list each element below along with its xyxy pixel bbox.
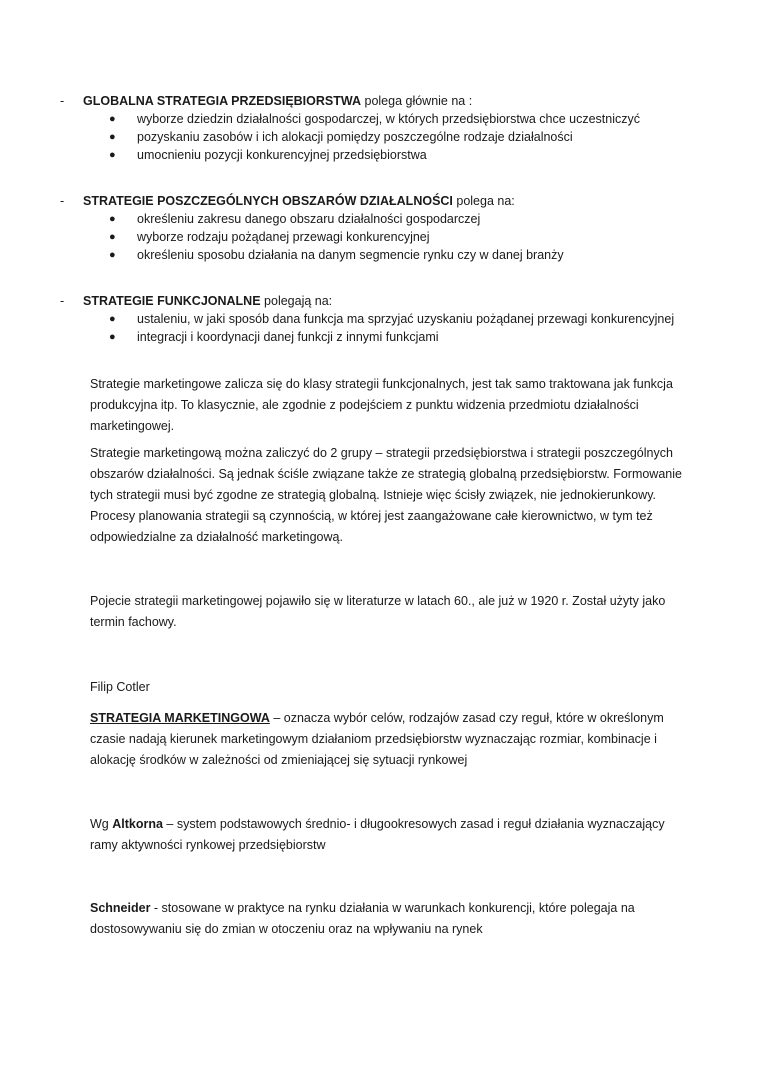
list-item-text: wyborze rodzaju pożądanej przewagi konkurencyjnej xyxy=(137,230,430,244)
bullet-icon: ● xyxy=(109,213,116,225)
list-item-text: wyborze dziedzin działalności gospodarczej, w których przedsiębiorstwa chce uczestniczyć xyxy=(137,112,641,126)
dash-marker: - xyxy=(60,94,65,108)
list-item xyxy=(109,246,720,264)
list-item xyxy=(109,328,720,346)
list-item-text: określeniu sposobu działania na danym segmencie rynku czy w danej branży xyxy=(137,248,564,262)
definition-text: - stosowane w praktyce na rynku działania w warunkach konkurencji, które polegaja na dostosowywaniu się do zmian w otoczeniu oraz na wpływaniu na rynek xyxy=(90,901,635,936)
bullet-list xyxy=(60,110,720,164)
list-item xyxy=(109,210,720,228)
definition-prefix: Wg xyxy=(90,817,113,831)
bullet-icon: ● xyxy=(109,149,116,161)
section-heading-line xyxy=(60,192,720,210)
bullet-icon: ● xyxy=(109,131,116,143)
list-item xyxy=(109,128,720,146)
section-heading: STRATEGIE FUNKCJONALNE xyxy=(83,294,261,308)
dash-marker: - xyxy=(60,194,65,208)
bullet-icon: ● xyxy=(109,313,116,325)
paragraph-author-name: Filip Cotler xyxy=(90,680,150,694)
section-heading-rest: polega na: xyxy=(452,194,515,208)
section-heading: GLOBALNA STRATEGIA PRZEDSIĘBIORSTWA xyxy=(83,94,362,108)
list-item-text: umocnieniu pozycji konkurencyjnej przedsiębiorstwa xyxy=(137,148,427,162)
section-heading: STRATEGIE POSZCZEGÓLNYCH OBSZARÓW DZIAŁALNOŚCI xyxy=(83,194,453,208)
bullet-list xyxy=(60,310,720,346)
list-item-text: ustaleniu, w jaki sposób dana funkcja ma sprzyjać uzyskaniu pożądanej przewagi konkurencyjnej xyxy=(137,312,675,326)
list-item xyxy=(109,310,720,328)
list-item xyxy=(109,146,720,164)
paragraph-marketing-strategy-class: Strategie marketingowe zalicza się do klasy strategii funkcjonalnych, jest tak samo traktowana jak funkcja produkcyjna itp. To klasycznie, ale zgodnie z podejściem z punktu widzenia przedmiotu działalności marketingowej. xyxy=(90,377,673,433)
section-business-areas xyxy=(60,192,720,264)
section-global-strategy xyxy=(60,92,720,164)
list-item-text: integracji i koordynacji danej funkcji z innymi funkcjami xyxy=(137,330,439,344)
bullet-icon: ● xyxy=(109,249,116,261)
definition-term: Schneider xyxy=(90,901,151,915)
bullet-icon: ● xyxy=(109,113,116,125)
list-item xyxy=(109,228,720,246)
paragraph-definition-altkorn xyxy=(90,814,690,856)
section-heading-rest: polegają na: xyxy=(260,294,333,308)
paragraph-definition-cotler xyxy=(90,708,690,771)
section-heading-line xyxy=(60,92,720,110)
bullet-list xyxy=(60,210,720,264)
definition-text: – system podstawowych średnio- i długookresowych zasad i reguł działania wyznaczający ramy aktywności rynkowej przedsiębiorstw xyxy=(90,817,665,852)
paragraph-definition-schneider xyxy=(90,898,690,940)
definition-term: STRATEGIA MARKETINGOWA xyxy=(90,711,270,725)
bullet-icon: ● xyxy=(109,331,116,343)
list-item xyxy=(109,110,720,128)
definition-term: Altkorna xyxy=(112,817,163,831)
definition-text: – oznacza wybór celów, rodzajów zasad czy reguł, które w określonym czasie nadają kierunek marketingowym działaniom przedsiębiorstw wyznaczając rozmiar, kombinacje i alokację środków w zależności od zmieniającej się sytuacji rynkowej xyxy=(90,711,664,767)
section-functional-strategies xyxy=(60,292,720,346)
section-heading-rest: polega głównie na : xyxy=(361,94,473,108)
list-item-text: określeniu zakresu danego obszaru działalności gospodarczej xyxy=(137,212,481,226)
paragraph-concept-history: Pojecie strategii marketingowej pojawiło się w literaturze w latach 60., ale już w 1920 r. Został użyty jako termin fachowy. xyxy=(90,594,666,629)
bullet-icon: ● xyxy=(109,231,116,243)
paragraph-marketing-strategy-groups: Strategie marketingową można zaliczyć do 2 grupy – strategii przedsiębiorstwa i strategii poszczególnych obszarów działalności. Są jednak ściśle związane także ze strategią globalną przedsiębiorstw. Formowanie tych strategii musi być zgodne ze strategią globalną. Istnieje więc ścisły związek, nie jednokierunkowy. Procesy planowania strategii są czynnością, w której jest zaangażowane całe kierownictwo, w tym też odpowiedzialne za działalność marketingową. xyxy=(90,446,682,544)
dash-marker: - xyxy=(60,294,65,308)
list-item-text: pozyskaniu zasobów i ich alokacji pomiędzy poszczególne rodzaje działalności xyxy=(137,130,573,144)
section-heading-line xyxy=(60,292,720,310)
